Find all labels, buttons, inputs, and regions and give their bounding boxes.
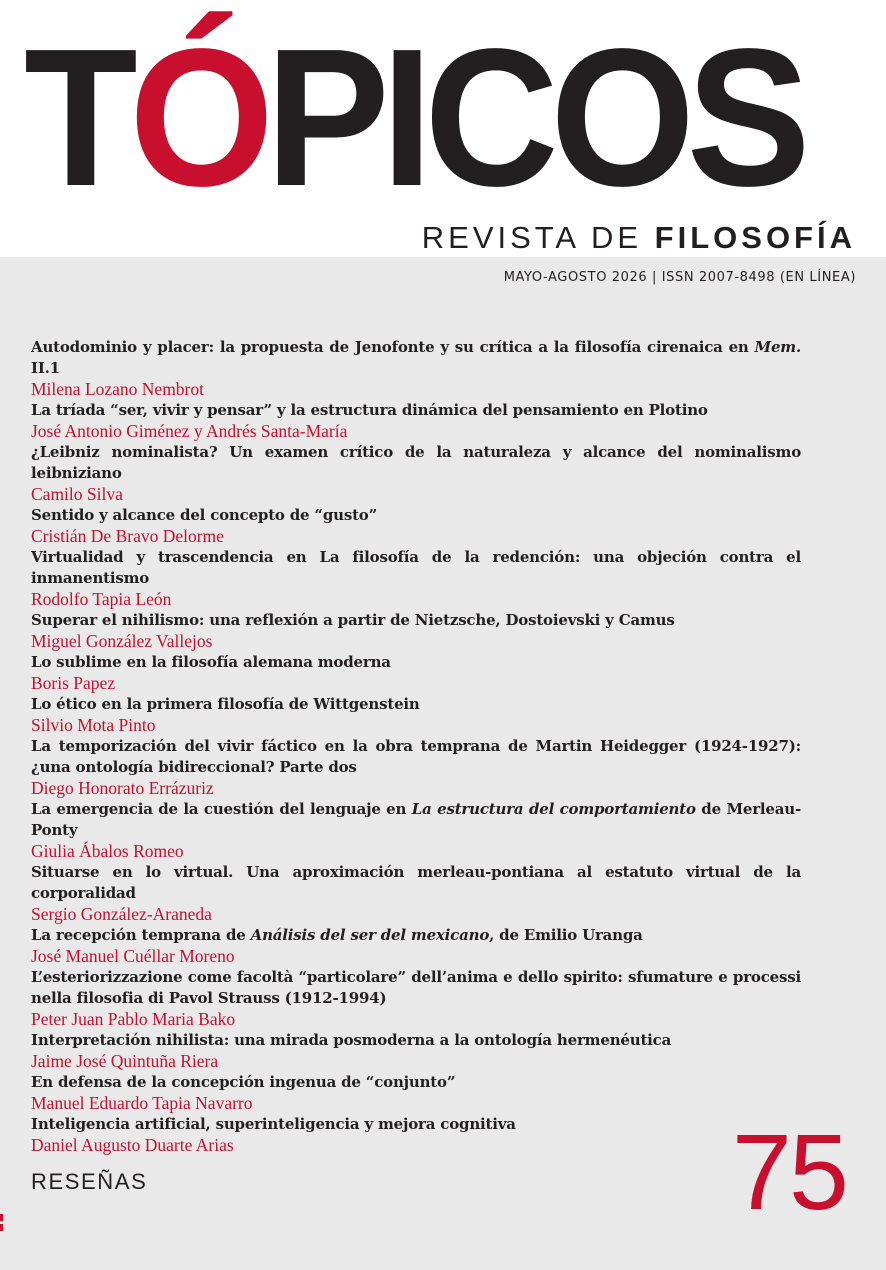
- journal-title-prefix: T: [24, 8, 130, 227]
- article-title-italic: Mem.: [754, 338, 801, 356]
- article-title-text: Situarse en lo virtual. Una aproximación merleau-pontiana al estatuto virtual de la corporalidad: [31, 863, 801, 902]
- article-title-text: Superar el nihilismo: una reflexión a partir de Nietzsche, Dostoievski y Camus: [31, 611, 675, 629]
- article-title: [31, 1072, 801, 1093]
- article-title-italic: Análisis del ser del mexicano: [250, 926, 490, 944]
- article-title-italic: La estructura del comportamiento: [411, 800, 696, 818]
- article-title: [31, 442, 801, 484]
- toc-entry: [31, 1114, 801, 1156]
- article-author: Diego Honorato Errázuriz: [31, 778, 214, 798]
- toc-entry: [31, 862, 801, 925]
- toc-entry: [31, 652, 801, 694]
- toc-entry: [31, 694, 801, 736]
- journal-title-suffix: PICOS: [265, 8, 803, 227]
- article-title-text: La tríada “ser, vivir y pensar” y la estructura dinámica del pensamiento en Plotino: [31, 401, 708, 419]
- article-title: [31, 799, 801, 841]
- article-title: [31, 505, 801, 526]
- toc-entry: [31, 1030, 801, 1072]
- article-author: Sergio González-Araneda: [31, 904, 212, 924]
- article-title: [31, 337, 801, 379]
- article-title-text: Lo sublime en la filosofía alemana moderna: [31, 653, 391, 671]
- journal-subtitle: [422, 220, 856, 256]
- article-title: [31, 967, 801, 1009]
- article-title-text: Lo ético en la primera filosofía de Wittgenstein: [31, 695, 420, 713]
- article-author: Camilo Silva: [31, 484, 123, 504]
- article-title: [31, 1114, 801, 1135]
- toc-entry: [31, 337, 801, 400]
- article-title-text: ¿Leibniz nominalista? Un examen crítico de la naturaleza y alcance del nominalismo leibniziano: [31, 443, 801, 482]
- edge-marks: [0, 1214, 4, 1238]
- article-title: [31, 652, 801, 673]
- article-author: Rodolfo Tapia León: [31, 589, 172, 609]
- article-title-text: La recepción temprana de: [31, 926, 251, 944]
- issue-info: MAYO-AGOSTO 2026 | ISSN 2007-8498 (EN LÍNEA): [503, 270, 856, 285]
- article-title-text: L’esteriorizzazione come facoltà “particolare” dell’anima e dello spirito: sfumature e processi nella filosofia di Pavol Strauss (1912-1994): [31, 968, 801, 1007]
- journal-title: [24, 8, 803, 227]
- section-label-resenas: RESEÑAS: [31, 1169, 148, 1194]
- article-title: [31, 1030, 801, 1051]
- article-title-after: de Merleau-Ponty: [31, 800, 801, 839]
- journal-subtitle-bold: FILOSOFÍA: [654, 220, 856, 255]
- article-title-text: Inteligencia artificial, superinteligencia y mejora cognitiva: [31, 1115, 516, 1133]
- article-title: [31, 694, 801, 715]
- edge-mark: [0, 1214, 3, 1221]
- article-title-text: Autodominio y placer: la propuesta de Jenofonte y su crítica a la filosofía cirenaica en: [31, 338, 755, 356]
- article-title-text: La emergencia de la cuestión del lenguaje en: [31, 800, 412, 818]
- toc-entry: [31, 610, 801, 652]
- article-author: Daniel Augusto Duarte Arias: [31, 1135, 234, 1155]
- article-title: [31, 736, 801, 778]
- journal-subtitle-plain: REVISTA DE: [421, 220, 655, 255]
- article-author: José Antonio Giménez y Andrés Santa-María: [31, 421, 348, 441]
- article-title-after: , de Emilio Uranga: [489, 926, 643, 944]
- article-author: Cristián De Bravo Delorme: [31, 526, 224, 546]
- article-title-text: Virtualidad y trascendencia en La filosofía de la redención: una objeción contra el inmanentismo: [31, 548, 801, 587]
- toc-entry: [31, 442, 801, 505]
- article-author: Silvio Mota Pinto: [31, 715, 156, 735]
- edge-mark: [0, 1224, 3, 1231]
- article-author: Giulia Ábalos Romeo: [31, 841, 184, 861]
- article-title: [31, 862, 801, 904]
- toc-entry: [31, 400, 801, 442]
- table-of-contents: [31, 337, 801, 1156]
- article-title-text: En defensa de la concepción ingenua de “conjunto”: [31, 1073, 456, 1091]
- article-title: [31, 547, 801, 589]
- toc-entry: [31, 736, 801, 799]
- toc-entry: [31, 925, 801, 967]
- toc-entry: [31, 547, 801, 610]
- article-title-text: Interpretación nihilista: una mirada posmoderna a la ontología hermenéutica: [31, 1031, 672, 1049]
- journal-title-accent-letter: Ó: [129, 8, 266, 227]
- issue-number: 75: [731, 1111, 846, 1232]
- toc-entry: [31, 1072, 801, 1114]
- article-author: Jaime José Quintuña Riera: [31, 1051, 219, 1071]
- article-author: Milena Lozano Nembrot: [31, 379, 205, 399]
- article-title: [31, 400, 801, 421]
- toc-entry: [31, 967, 801, 1030]
- toc-entry: [31, 505, 801, 547]
- article-title: [31, 925, 801, 946]
- article-author: Boris Papez: [31, 673, 116, 693]
- masthead: [0, 0, 886, 257]
- article-title-text: Sentido y alcance del concepto de “gusto”: [31, 506, 378, 524]
- article-author: Peter Juan Pablo Maria Bako: [31, 1009, 236, 1029]
- article-title-after: II.1: [31, 359, 60, 377]
- toc-entry: [31, 799, 801, 862]
- article-author: José Manuel Cuéllar Moreno: [31, 946, 235, 966]
- article-title: [31, 610, 801, 631]
- article-author: Manuel Eduardo Tapia Navarro: [31, 1093, 253, 1113]
- article-author: Miguel González Vallejos: [31, 631, 213, 651]
- article-title-text: La temporización del vivir fáctico en la obra temprana de Martin Heidegger (1924-1927): ¿una ontología bidireccional? Parte dos: [31, 737, 801, 776]
